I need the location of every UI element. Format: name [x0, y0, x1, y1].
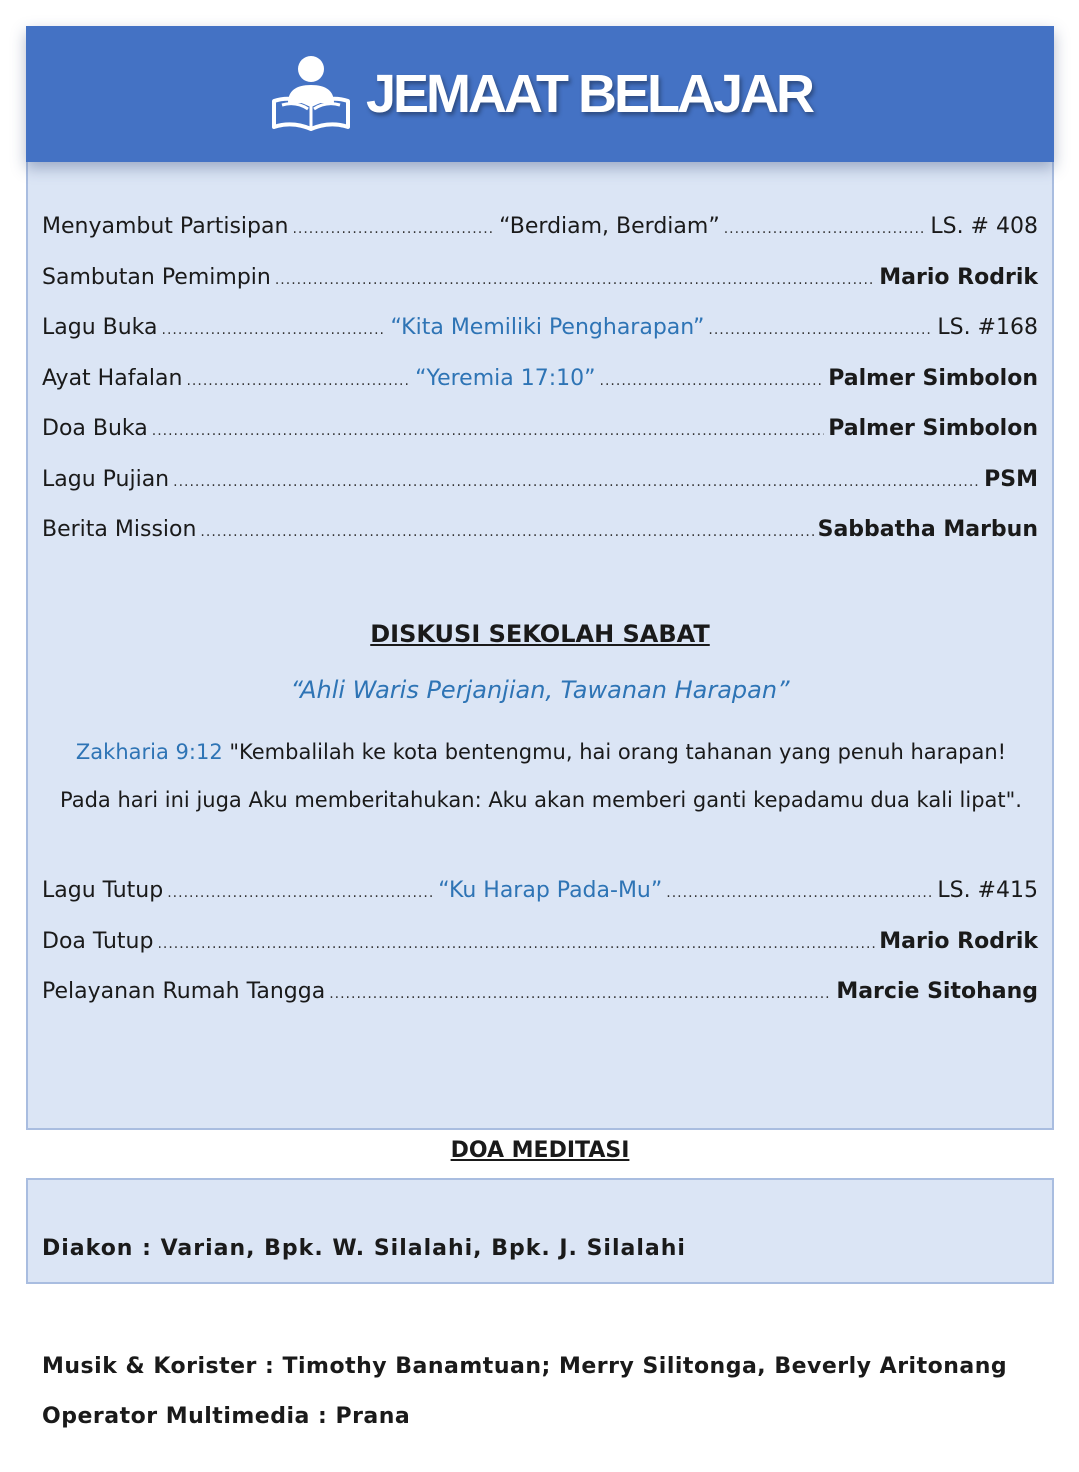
program-label: Berita Mission: [42, 517, 197, 542]
header-banner: [26, 26, 1054, 162]
page-title: JEMAAT BELAJAR: [365, 64, 813, 124]
dot-leader: [275, 272, 875, 288]
credits-box: [26, 1282, 1054, 1452]
program-row: [42, 929, 1038, 965]
program-label: Doa Buka: [42, 416, 148, 441]
meditation-band: [26, 1128, 1054, 1180]
verse-reference: Zakharia 9:12: [75, 740, 223, 764]
program-label: Lagu Buka: [42, 315, 158, 340]
program-label: Menyambut Partisipan: [42, 214, 289, 239]
section-title: DISKUSI SEKOLAH SABAT: [370, 620, 710, 648]
program-title: “Kita Memiliki Pengharapan”: [390, 315, 705, 340]
program-label: Lagu Pujian: [42, 466, 170, 492]
dot-leader: [329, 986, 832, 1002]
program-row: [42, 315, 1038, 351]
program-person: LS. #415: [937, 878, 1038, 903]
program-row: [42, 467, 1038, 503]
dot-leader: [167, 885, 434, 901]
diakon-line: Diakon : Varian, Bpk. W. Silalahi, Bpk. J. Silalahi: [42, 1236, 686, 1261]
program-row: [42, 366, 1038, 402]
program-row: [42, 979, 1038, 1015]
meditation-title: DOA MEDITASI: [450, 1138, 630, 1163]
program-row: [42, 265, 1038, 301]
program-label: Doa Tutup: [42, 928, 154, 954]
reader-book-icon: [268, 51, 354, 137]
program-label: Lagu Tutup: [42, 878, 164, 903]
program-label: Sambutan Pemimpin: [42, 264, 271, 290]
dot-leader: [292, 221, 495, 237]
program-person: LS. # 408: [930, 214, 1038, 239]
dot-leader: [200, 524, 813, 540]
dot-leader: [186, 373, 411, 389]
dot-leader: [152, 423, 824, 439]
music-credit: Musik & Korister : Timothy Banamtuan; Merry Silitonga, Beverly Aritonang: [42, 1354, 1008, 1379]
program-label: Ayat Hafalan: [42, 365, 183, 391]
program-title: “Yeremia 17:10”: [415, 365, 596, 391]
dot-leader: [724, 221, 927, 237]
section-subtitle: “Ahli Waris Perjanjian, Tawanan Harapan”: [290, 676, 790, 704]
verse-text: "Kembalilah ke kota bentengmu, hai orang tahanan yang penuh harapan! Pada hari ini juga Aku memberitahukan: Aku akan memberi ganti kepadamu dua kali lipat".: [60, 740, 1022, 812]
program-person: PSM: [984, 466, 1038, 492]
program-row: [42, 416, 1038, 452]
dot-leader: [157, 936, 875, 952]
program-person: Sabbatha Marbun: [817, 517, 1038, 542]
operator-credit: Operator Multimedia : Prana: [42, 1404, 411, 1429]
program-title: “Ku Harap Pada-Mu”: [438, 878, 663, 903]
program-row: [42, 878, 1038, 914]
program-person: Palmer Simbolon: [828, 365, 1038, 391]
program-person: LS. #168: [937, 315, 1038, 340]
dot-leader: [708, 322, 933, 338]
dot-leader: [162, 322, 387, 338]
dot-leader: [600, 373, 825, 389]
bulletin-page: [26, 26, 1054, 1450]
program-row: [42, 214, 1038, 250]
program-person: Palmer Simbolon: [828, 416, 1038, 441]
program-person: Mario Rodrik: [879, 928, 1038, 954]
program-person: Marcie Sitohang: [836, 979, 1038, 1004]
program-label: Pelayanan Rumah Tangga: [42, 979, 326, 1004]
program-person: Mario Rodrik: [879, 264, 1038, 290]
dot-leader: [173, 474, 980, 490]
program-title: “Berdiam, Berdiam”: [499, 214, 720, 239]
dot-leader: [666, 885, 933, 901]
verse-paragraph: [56, 728, 1026, 824]
program-row: [42, 517, 1038, 553]
